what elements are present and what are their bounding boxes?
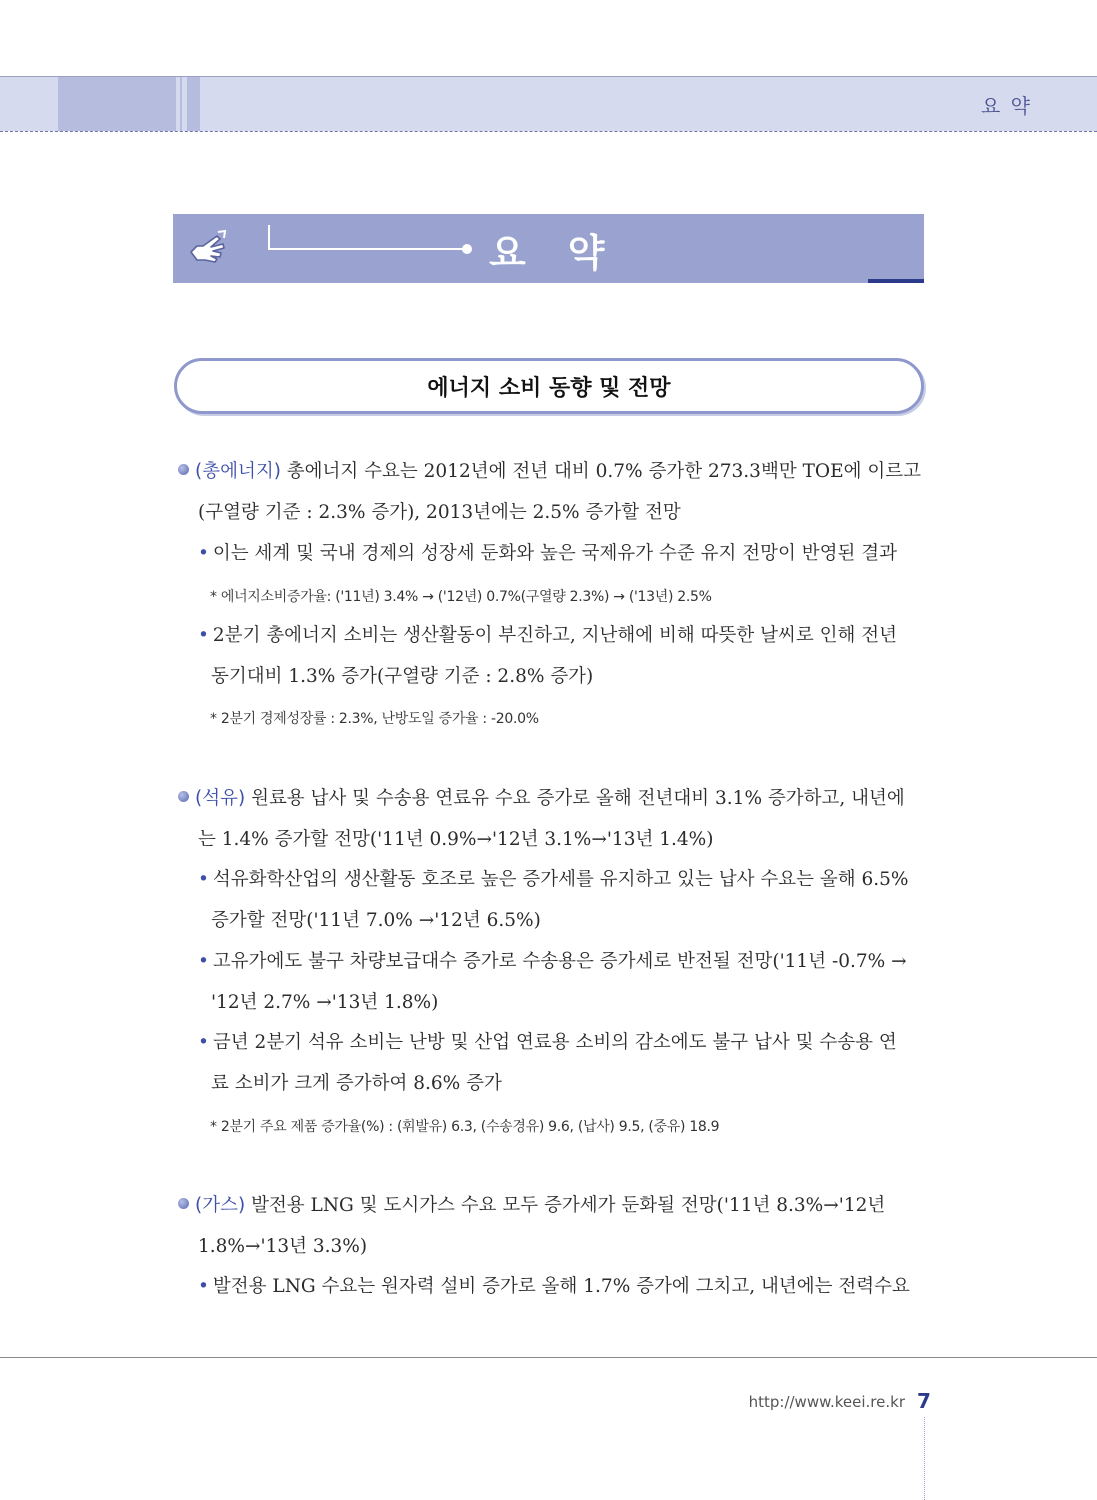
bullet-mark: • bbox=[198, 869, 209, 890]
bullet-mark: • bbox=[198, 951, 209, 972]
total-energy-sub1 bbox=[198, 533, 924, 574]
total-energy-text: 총에너지 수요는 2012년에 전년 대비 0.7% 증가한 273.3백만 TOE에 이르고 bbox=[280, 461, 921, 482]
section-title: 에너지 소비 동향 및 전망 bbox=[427, 375, 671, 401]
title-guide-dot bbox=[462, 244, 472, 254]
title-banner bbox=[173, 214, 924, 283]
total-energy-continuation: (구열량 기준 : 2.3% 증가), 2013년에는 2.5% 증가할 전망 bbox=[198, 502, 681, 523]
gas-tag: (가스) bbox=[195, 1195, 246, 1216]
total-energy-note2: * 2분기 경제성장률 : 2.3%, 난방도일 증가율 : -20.0% bbox=[210, 711, 539, 727]
bullet-dot-icon bbox=[178, 791, 189, 802]
total-energy-sub2 bbox=[198, 615, 924, 697]
oil-sub2-line1: 고유가에도 불구 차량보급대수 증가로 수송용은 증가세로 반전될 전망('11년 -0.7% → bbox=[212, 951, 907, 972]
bullet-dot-icon bbox=[178, 464, 189, 475]
title-accent-bar bbox=[868, 279, 924, 283]
bullet-mark: • bbox=[198, 625, 209, 646]
total-energy-sub2-line1: 2분기 총에너지 소비는 생산활동이 부진하고, 지난해에 비해 따뜻한 날씨로 인해 전년 bbox=[212, 625, 897, 646]
footer-url[interactable]: http://www.keei.re.kr bbox=[748, 1393, 905, 1411]
gas-continuation: 1.8%→'13년 3.3%) bbox=[198, 1236, 368, 1257]
bullet-mark: • bbox=[198, 1032, 209, 1053]
gas-paragraph bbox=[178, 1185, 924, 1267]
gas-sub1-text: 발전용 LNG 수요는 원자력 설비 증가로 올해 1.7% 증가에 그치고, 내년에는 전력수요 bbox=[212, 1276, 910, 1297]
total-energy-note1: * 에너지소비증가율: ('11년) 3.4% → ('12년) 0.7%(구열량 2.3%) → ('13년) 2.5% bbox=[210, 589, 712, 605]
oil-sub3 bbox=[198, 1022, 924, 1104]
gas-text: 발전용 LNG 및 도시가스 수요 모두 증가세가 둔화될 전망('11년 8.3%→'12년 bbox=[245, 1195, 886, 1216]
bullet-dot-icon bbox=[178, 1198, 189, 1209]
header-block-gap bbox=[182, 77, 187, 131]
section-heading bbox=[174, 358, 924, 414]
page-number: 7 bbox=[917, 1389, 931, 1413]
bullet-mark: • bbox=[198, 1276, 209, 1297]
bullet-mark: • bbox=[198, 543, 209, 564]
oil-sub2 bbox=[198, 941, 924, 1023]
header-block bbox=[58, 77, 176, 131]
footer-dotted-line bbox=[924, 1417, 925, 1500]
total-energy-sub2-line2: 동기대비 1.3% 증가(구열량 기준 : 2.8% 증가) bbox=[211, 666, 594, 687]
oil-sub1-line1: 석유화학산업의 생산활동 호조로 높은 증가세를 유지하고 있는 납사 수요는 올해 6.5% bbox=[212, 869, 909, 890]
pointing-hand-icon bbox=[187, 228, 231, 268]
footer-divider bbox=[0, 1357, 1097, 1358]
oil-continuation: 는 1.4% 증가할 전망('11년 0.9%→'12년 3.1%→'13년 1.4%) bbox=[198, 829, 714, 850]
oil-sub2-line2: '12년 2.7% →'13년 1.8%) bbox=[211, 992, 439, 1013]
oil-sub1 bbox=[198, 859, 924, 941]
oil-tag: (석유) bbox=[195, 788, 246, 809]
oil-text: 원료용 납사 및 수송용 연료유 수요 증가로 올해 전년대비 3.1% 증가하고, 내년에 bbox=[245, 788, 905, 809]
running-head: 요 약 bbox=[981, 94, 1032, 118]
header-band bbox=[0, 76, 1097, 131]
total-energy-sub1-text: 이는 세계 및 국내 경제의 성장세 둔화와 높은 국제유가 수준 유지 전망이 반영된 결과 bbox=[212, 543, 897, 564]
total-energy-tag: (총에너지) bbox=[195, 461, 281, 482]
oil-note: * 2분기 주요 제품 증가율(%) : (휘발유) 6.3, (수송경유) 9.6, (납사) 9.5, (중유) 18.9 bbox=[210, 1119, 720, 1135]
title-guide-line bbox=[268, 225, 470, 250]
oil-sub3-line2: 료 소비가 크게 증가하여 8.6% 증가 bbox=[211, 1073, 502, 1094]
total-energy-paragraph bbox=[178, 451, 924, 533]
oil-sub1-line2: 증가할 전망('11년 7.0% →'12년 6.5%) bbox=[211, 910, 541, 931]
oil-sub3-line1: 금년 2분기 석유 소비는 난방 및 산업 연료용 소비의 감소에도 불구 납사 및 수송용 연 bbox=[212, 1032, 897, 1053]
page-title: 요약 bbox=[489, 231, 647, 275]
oil-paragraph bbox=[178, 778, 924, 860]
gas-sub1 bbox=[198, 1266, 924, 1307]
header-divider bbox=[0, 131, 1097, 132]
